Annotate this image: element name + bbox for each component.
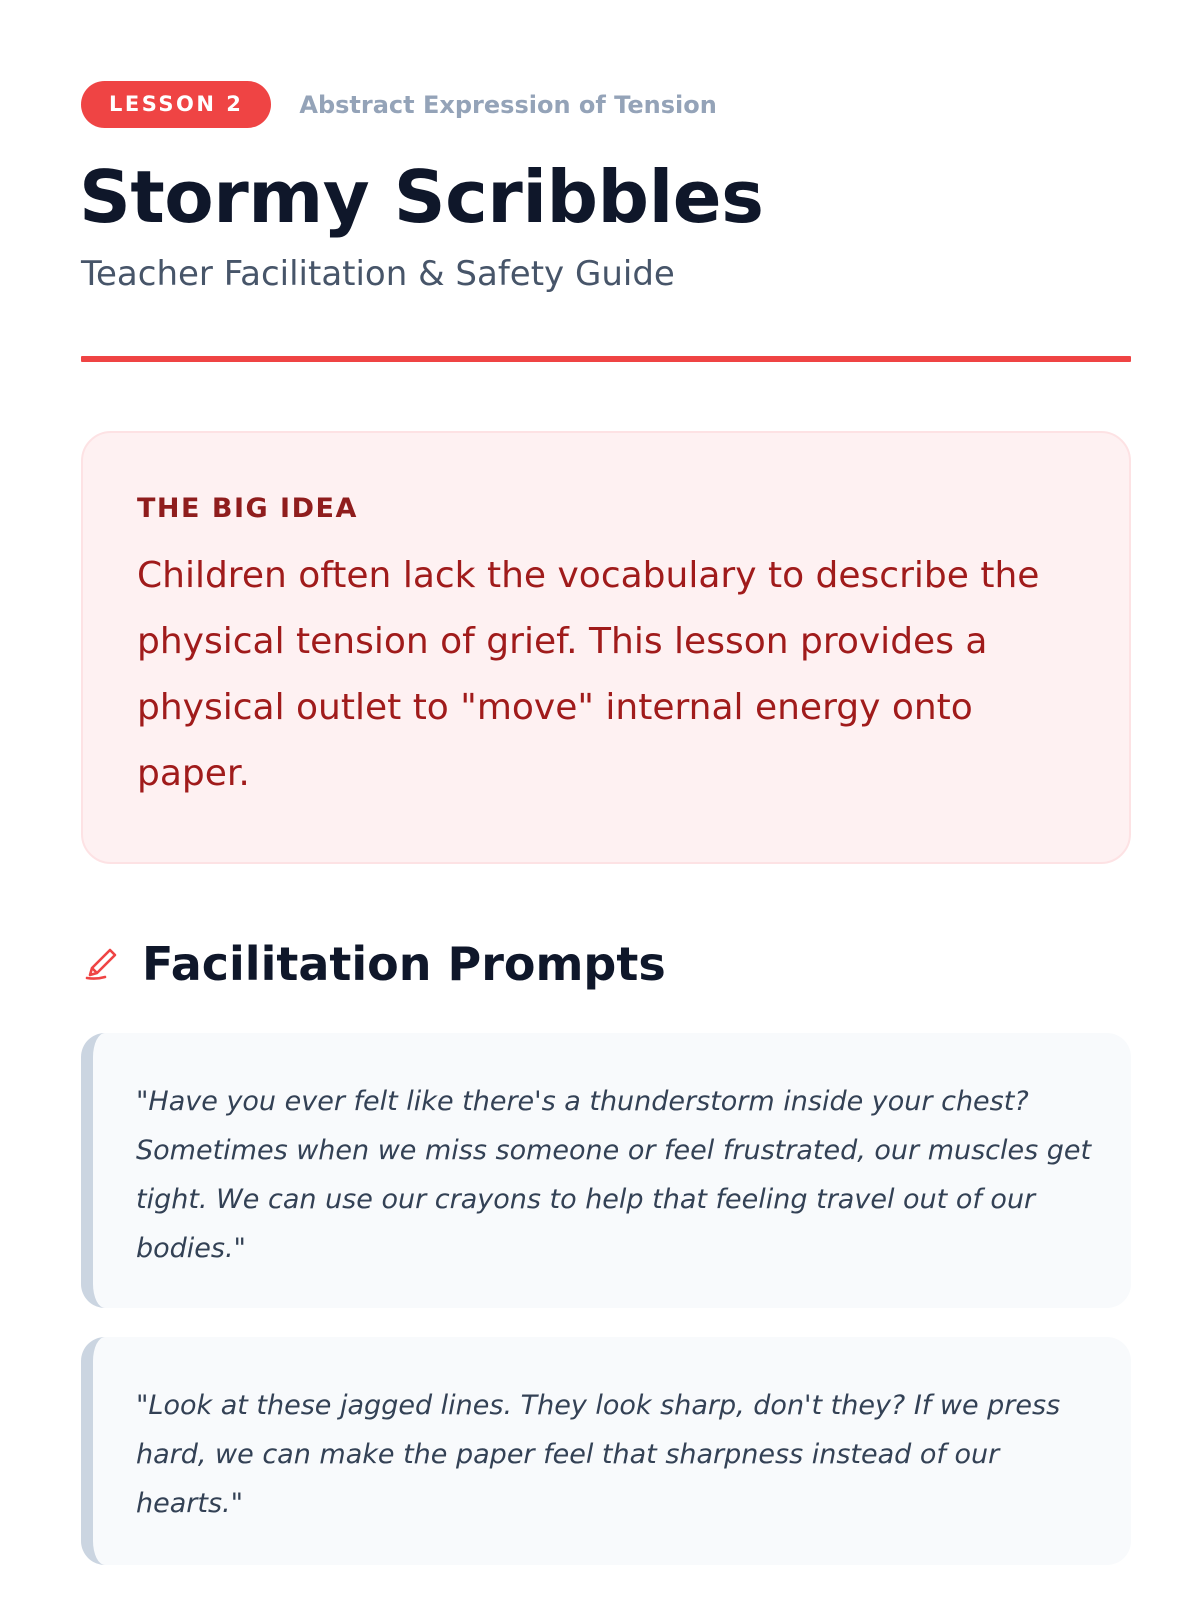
prompt-text: "Look at these jagged lines. They look sharp, don't they? If we press hard, we can make the paper feel that sharpness instead of our hearts." — [136, 1390, 1061, 1519]
page-title: Stormy Scribbles — [79, 155, 764, 239]
prompt-card — [81, 1033, 1131, 1308]
prompt-text: "Have you ever felt like there's a thunderstorm inside your chest? Sometimes when we miss someone or feel frustrated, our muscles get tight. We can use our crayons to help that feeling travel out of our bodies." — [136, 1086, 1092, 1264]
big-idea-text: Children often lack the vocabulary to describe the physical tension of grief. This lesson provides a physical outlet to "move" internal energy onto paper. — [137, 555, 1040, 794]
lesson-guide-page — [81, 0, 1131, 1600]
prompt-card — [81, 1337, 1131, 1565]
big-idea-callout — [81, 431, 1131, 864]
lesson-subtitle: Abstract Expression of Tension — [299, 90, 717, 119]
lesson-meta — [81, 81, 717, 128]
pencil-icon — [81, 944, 121, 984]
header-divider — [81, 356, 1131, 362]
section-title: Facilitation Prompts — [142, 937, 666, 991]
page-subtitle: Teacher Facilitation & Safety Guide — [81, 254, 675, 294]
big-idea-label: THE BIG IDEA — [137, 493, 358, 524]
lesson-badge: LESSON 2 — [81, 81, 271, 128]
facilitation-section-header — [81, 936, 666, 992]
